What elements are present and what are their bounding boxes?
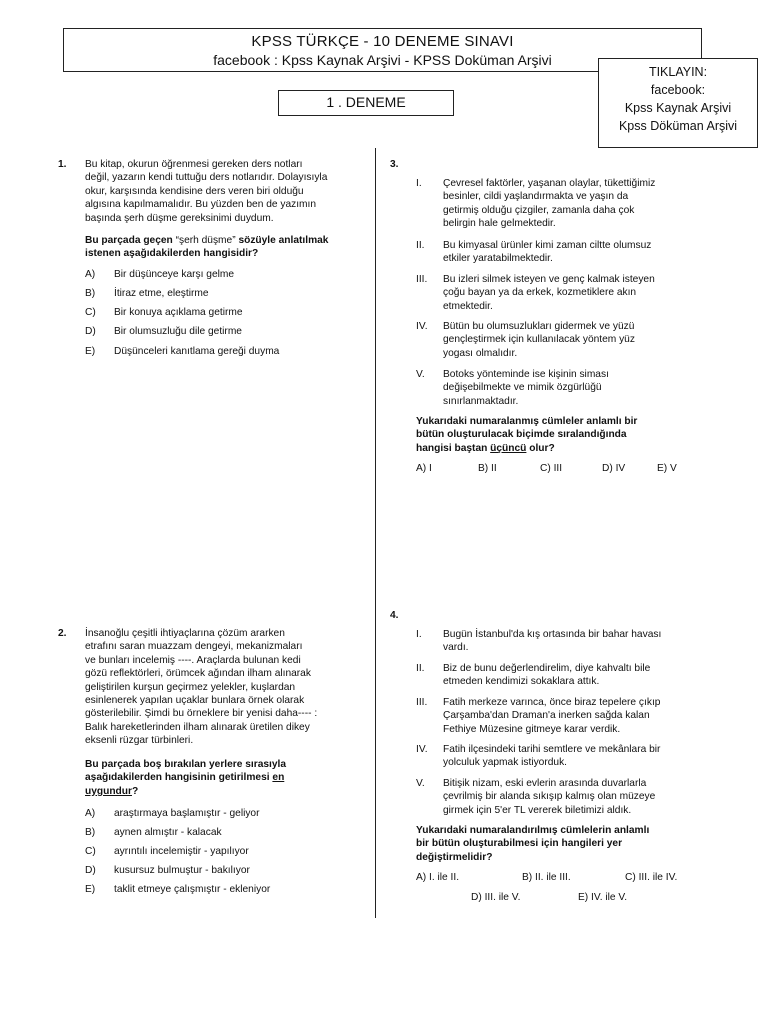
stem-text: Yukarıdaki numaralandırılmış cümlelerin anlamlı	[416, 825, 650, 836]
stem-emphasis: uygundur	[85, 785, 132, 797]
option-text: taklit etmeye çalışmıştır - ekleniyor	[114, 884, 271, 895]
ad-line-1: TIKLAYIN:	[648, 65, 708, 79]
stem-text: ?	[131, 785, 139, 797]
statement-line: etkiler yaratabilmektedir.	[443, 253, 553, 265]
stem-text: Bu parçada geçen	[85, 235, 176, 246]
question-1	[58, 158, 368, 368]
option-d[interactable]: D) III. ile V.	[471, 892, 521, 903]
para-line: Balık hareketlerinden ilham alınarak üretilen dikey	[85, 721, 310, 733]
option-text: kusursuz bulmuştur - bakılıyor	[114, 865, 250, 876]
stem-text: istenen aşağıdakilerden hangisidir?	[85, 248, 259, 260]
stem-quote: “şerh düşme”	[175, 235, 236, 246]
option-b[interactable]: B) II	[478, 463, 497, 474]
option-text: Düşünceleri kanıtlama gereği duyma	[114, 346, 280, 357]
question-number: 2.	[58, 628, 67, 639]
option-d[interactable]: D) IV	[602, 463, 626, 474]
roman-numeral: III.	[416, 697, 428, 708]
roman-numeral: IV.	[416, 744, 428, 755]
statement-line: gençleştirmek için kullanılacak yöntem yüz	[443, 334, 635, 346]
option-row	[416, 462, 716, 476]
question-3	[390, 158, 720, 488]
para-line: gösterilebilir. Şimdi bu örneklere bir yenisi daha---- :	[85, 708, 318, 720]
option-letter: A)	[85, 808, 96, 819]
option-a[interactable]: A) I. ile II.	[416, 872, 460, 883]
deneme-label: 1 . DENEME	[278, 90, 454, 116]
statement-line: yolculuk yapmak istiyorduk.	[443, 757, 567, 769]
stem-emphasis: en	[272, 772, 285, 784]
statement-line: yogası olmalıdır.	[443, 347, 518, 359]
stem-text: olur?	[526, 442, 555, 454]
statement-line: etmeden kendimizi sokaklara attık.	[443, 676, 600, 688]
question-stem	[85, 234, 328, 261]
facebook-ad-box[interactable]	[598, 58, 758, 148]
para-line: gözü reflektörleri, örümcek ağından ilham alınarak	[85, 668, 311, 680]
roman-numeral: II.	[416, 663, 425, 674]
ad-line-4: Kpss Döküman Arşivi	[618, 119, 738, 133]
column-divider	[375, 148, 376, 918]
para-line: okur, karşısında kendisine ders veren biri olduğu	[85, 185, 304, 197]
question-stem	[416, 824, 649, 864]
stem-text: bir bütün oluşturabilmesi için hangileri yer	[416, 838, 623, 850]
stem-text: bütün oluşturulacak biçimde sıralandığında	[416, 429, 627, 441]
exam-subtitle: facebook : Kpss Kaynak Arşivi - KPSS Doküman Arşivi	[213, 52, 552, 68]
option-letter: A)	[85, 269, 96, 280]
option-letter: C)	[85, 307, 96, 318]
para-line: Bu kitap, okurun öğrenmesi gereken ders notları	[85, 159, 303, 170]
para-line: esinlenerek yapılan uçaklar bunlara örnek olarak	[85, 695, 305, 707]
ad-line-3: Kpss Kaynak Arşivi	[624, 101, 732, 115]
question-stem	[85, 758, 286, 798]
para-line: başında şerh düşme gereksinimi duydum.	[85, 212, 274, 224]
statement-line: Botoks yönteminde ise kişinin siması	[443, 369, 609, 380]
option-e[interactable]: E) IV. ile V.	[578, 892, 628, 903]
statement-line: çevrilmiş bir alanda sıkışıp kalmış olan müzeye	[443, 791, 656, 803]
option-c[interactable]: C) III	[540, 463, 563, 474]
option-c[interactable]: C) III. ile IV.	[625, 872, 678, 883]
stem-text: Bu parçada boş bırakılan yerlere sırasıyla	[85, 759, 287, 770]
option-row	[416, 871, 716, 905]
statement-line: Bugün İstanbul'da kış ortasında bir bahar havası	[443, 629, 662, 640]
roman-numeral: I.	[416, 629, 422, 640]
roman-numeral: V.	[416, 369, 425, 380]
stem-text: değiştirmelidir?	[416, 851, 493, 863]
statement-line: Bu kimyasal ürünler kimi zaman ciltte olumsuz	[443, 240, 652, 251]
option-text: ayrıntılı incelemiştir - yapılıyor	[114, 846, 249, 857]
question-number: 1.	[58, 159, 67, 170]
para-line: ve bunları incelemiş ----. Araçlarda bulunan kedi	[85, 654, 301, 666]
statement-line: Biz de bunu değerlendirelim, diye kahvaltı bile	[443, 663, 651, 674]
statement-line: belirgin hale gelmektedir.	[443, 218, 556, 230]
statement-line: getirmiş olduğu çizgiler, zamanla daha çok	[443, 204, 635, 216]
question-paragraph	[85, 627, 317, 748]
exam-title: KPSS TÜRKÇE - 10 DENEME SINAVI	[251, 33, 514, 50]
option-letter: C)	[85, 846, 96, 857]
stem-text: Yukarıdaki numaralanmış cümleler anlamlı bir	[416, 416, 638, 427]
statement-line: çoğu bayan ya da erkek, kozmetiklere akın	[443, 287, 637, 299]
statement-line: Fethiye Müzesine gitmeye karar verdik.	[443, 723, 621, 735]
stem-text: hangisi baştan	[416, 442, 491, 454]
stem-text: sözüyle anlatılmak	[235, 235, 329, 246]
question-2	[58, 627, 368, 907]
statement-line: sınırlanmaktadır.	[443, 395, 519, 407]
statement-line: vardı.	[443, 642, 469, 654]
option-text: İtiraz etme, eleştirme	[114, 288, 209, 299]
statement-line: Fatih merkeze varınca, önce biraz tepelere çıkıp	[443, 697, 661, 708]
option-b[interactable]: B) II. ile III.	[522, 872, 571, 883]
option-letter: E)	[85, 884, 96, 895]
option-letter: B)	[85, 827, 96, 838]
para-line: etrafını saran muazzam dengeyi, mekanizmaları	[85, 641, 303, 653]
roman-numeral: V.	[416, 778, 425, 789]
option-text: Bir düşünceye karşı gelme	[114, 269, 235, 280]
statement-line: Çarşamba'dan Draman'a inerken sağda kalan	[443, 710, 650, 722]
option-letter: D)	[85, 326, 96, 337]
question-stem	[416, 415, 637, 455]
roman-numeral: IV.	[416, 321, 428, 332]
statement-line: Bütün bu olumsuzlukları gidermek ve yüzü	[443, 321, 635, 332]
option-e[interactable]: E) V	[657, 463, 677, 474]
para-line: eksenli rüzgar türbinleri.	[85, 735, 194, 747]
stem-emphasis: üçüncü	[490, 442, 527, 454]
option-text: araştırmaya başlamıştır - geliyor	[114, 808, 260, 819]
option-text: Bir olumsuzluğu dile getirme	[114, 326, 242, 337]
option-text: aynen almıştır - kalacak	[114, 827, 222, 838]
question-number: 3.	[390, 159, 399, 170]
stem-text: aşağıdakilerden hangisinin getirilmesi	[85, 772, 273, 784]
statement-line: Çevresel faktörler, yaşanan olaylar, tükettiğimiz	[443, 178, 656, 189]
option-letter: E)	[85, 346, 96, 357]
option-letter: D)	[85, 865, 96, 876]
option-a[interactable]: A) I	[416, 463, 432, 474]
roman-numeral: II.	[416, 240, 425, 251]
statement-line: besinler, cildi yaşlandırmakta ve yaşın da	[443, 191, 629, 203]
statement-line: etmektedir.	[443, 300, 493, 312]
statement-line: Bu izleri silmek isteyen ve genç kalmak isteyen	[443, 274, 655, 285]
statement-line: Fatih ilçesindeki tarihi semtlere ve mekânlara bir	[443, 744, 661, 755]
para-line: algısına kapılmamalıdır. Bu yüzden ben de yazımın	[85, 199, 317, 211]
option-letter: B)	[85, 288, 96, 299]
question-paragraph	[85, 158, 327, 225]
statement-line: değişebilmekte ve mimik özgürlüğü	[443, 382, 602, 394]
para-line: geliştirilen kurşun geçirmez yelekler, kuşlardan	[85, 681, 296, 693]
roman-numeral: III.	[416, 274, 428, 285]
para-line: değil, yazarın kendi tuttuğu ders notlarıdır. Dolayısıyla	[85, 172, 328, 184]
roman-numeral: I.	[416, 178, 422, 189]
para-line: İnsanoğlu çeşitli ihtiyaçlarına çözüm ararken	[85, 628, 285, 639]
option-text: Bir konuya açıklama getirme	[114, 307, 243, 318]
ad-line-2: facebook:	[650, 83, 706, 97]
question-4	[390, 609, 720, 909]
statement-line: Bitişik nizam, eski evlerin arasında duvarlarla	[443, 778, 647, 789]
question-number: 4.	[390, 610, 399, 621]
statement-line: girmek için 5'er TL vererek biletimizi aldık.	[443, 804, 632, 816]
